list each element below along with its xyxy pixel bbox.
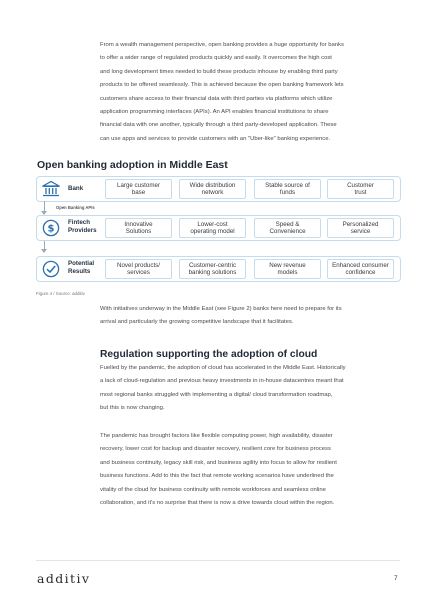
text-line: arrival and particularly the growing competitive landscape that it facilitates. — [100, 319, 294, 326]
cell-speed-convenience: Speed & Convenience — [254, 218, 321, 238]
figure-caption: Figure 4 / Source: additiv — [36, 291, 85, 296]
svg-text:$: $ — [47, 223, 55, 235]
row-label-bank: Bank — [68, 185, 84, 192]
diagram-row-fintech — [36, 215, 401, 241]
section-paragraph-1 — [100, 362, 405, 416]
text-line: but this is now changing. — [100, 405, 165, 412]
cell-enhanced-consumer-confidence: Enhanced consumer confidence — [327, 259, 394, 279]
arrow-label: Open Banking APIs — [56, 205, 95, 210]
diagram-row-results — [36, 256, 401, 282]
text-line: collaboration, and it's no surprise that there is now a drive towards cloud within the region. — [100, 500, 335, 507]
cell-customer-centric-banking: Customer-centric banking solutions — [179, 259, 246, 279]
middle-paragraph — [100, 303, 405, 330]
cell-large-customer-base: Large customer base — [105, 179, 172, 199]
text-line: Fuelled by the pandemic, the adoption of cloud has accelerated in the Middle East. Historically — [100, 365, 346, 371]
cell-novel-products-services: Novel products/ services — [105, 259, 172, 279]
cell-personalized-service: Personalized service — [327, 218, 394, 238]
text-line: The pandemic has brought factors like flexible computing power, high availability, disaster — [100, 433, 333, 439]
text-line: financial data with one another, typically through a third party-developed application. These — [100, 122, 337, 129]
text-line: and long development times needed to build these products inhouse by enabling third party — [100, 68, 338, 75]
checkmark-icon — [42, 260, 60, 278]
arrow-down-icon — [41, 249, 47, 253]
row-label-results: Potential Results — [68, 260, 95, 275]
footer-divider — [36, 560, 400, 561]
cell-innovative-solutions: Innovative Solutions — [105, 218, 172, 238]
text-line: most regional banks struggled with implementing a digital/ cloud transformation roadmap, — [100, 391, 333, 398]
text-line: recovery, lower cost for backup and disaster recovery, resilient core for business process — [100, 446, 331, 453]
figure-title: Open banking adoption in Middle East — [37, 159, 228, 171]
text-line: to offer a wider range of regulated products quickly and easily. It overcomes the high cost — [100, 55, 332, 62]
text-line: customers share access to their financial data with third parties via platforms which utilize — [100, 95, 333, 102]
section-paragraph-2 — [100, 430, 405, 510]
cell-customer-trust: Customer trust — [327, 179, 394, 199]
cell-lower-cost-operating-model: Lower-cost operating model — [179, 218, 246, 238]
text-line: application programming interfaces (APIs). An API enables financial institutions to share — [100, 109, 329, 116]
section-heading: Regulation supporting the adoption of cloud — [100, 349, 318, 360]
dollar-icon — [42, 219, 60, 237]
company-logo: additiv — [37, 571, 91, 586]
diagram-row-bank — [36, 176, 401, 202]
text-line: vitality of the cloud for business continuity with remote workforces and seamless online — [100, 486, 326, 493]
text-line: From a wealth management perspective, open banking provides a huge opportunity for banks — [100, 42, 344, 48]
cell-stable-source-of-funds: Stable source of funds — [254, 179, 321, 199]
intro-paragraph — [100, 39, 405, 146]
cell-wide-distribution-network: Wide distribution network — [179, 179, 246, 199]
text-line: a lack of cloud-regulation and previous heavy investments in in-house datacentres meant that — [100, 378, 344, 385]
text-line: and business continuity, legacy skill risk, and business agility into focus to allow for resilient — [100, 459, 337, 466]
text-line: With initiatives underway in the Middle East (see Figure 2) banks here need to prepare for its — [100, 306, 342, 312]
text-line: business functions. Add to this the fact that remote working scenarios have underlined the — [100, 473, 334, 480]
text-line: can use apps and services to provide customers with an "Uber-like" banking experience. — [100, 135, 331, 142]
text-line: products to be offered seamlessly. This is achieved because the open banking framework lets — [100, 82, 344, 89]
page-number: 7 — [394, 575, 398, 582]
cell-new-revenue-models: New revenue models — [254, 259, 321, 279]
bank-icon — [42, 180, 60, 198]
row-label-fintech: Fintech Providers — [68, 219, 97, 234]
